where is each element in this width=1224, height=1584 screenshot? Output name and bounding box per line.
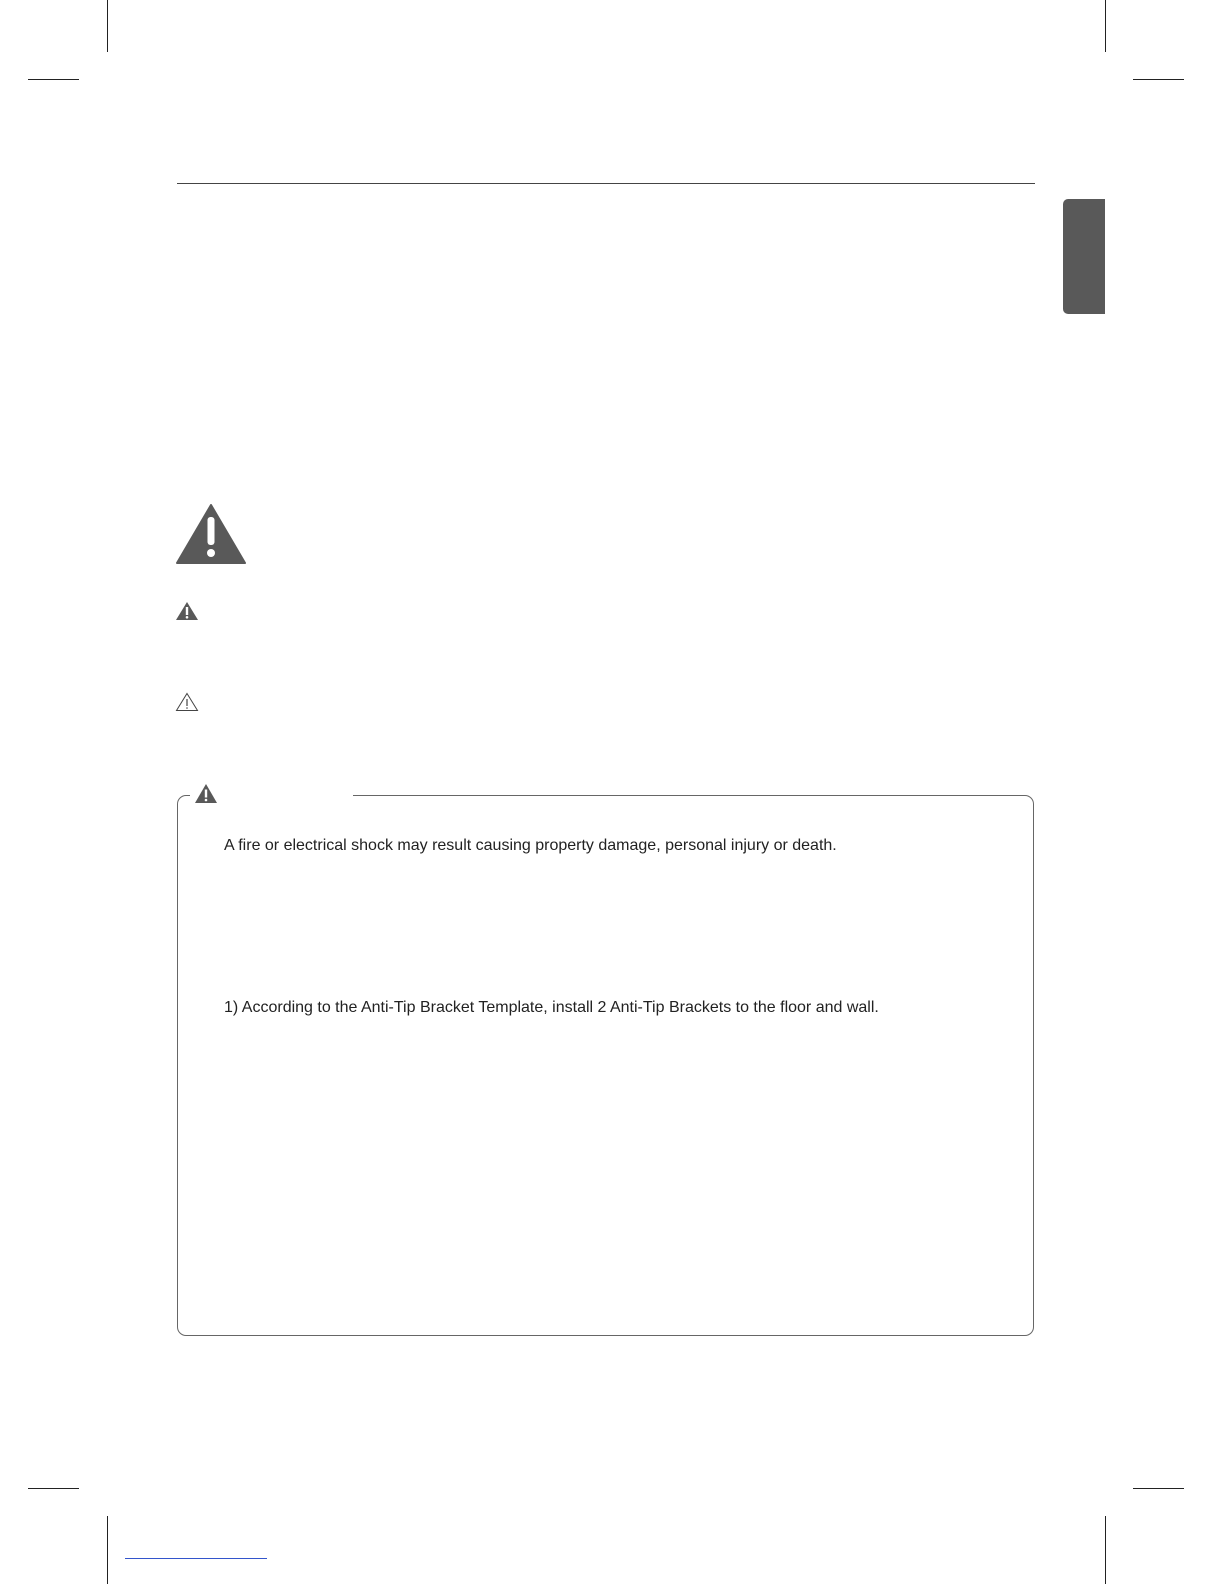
language-side-tab bbox=[1063, 199, 1105, 314]
warning-triangle-icon bbox=[175, 601, 199, 621]
header-rule bbox=[177, 183, 1035, 184]
install-step-1: 1) According to the Anti-Tip Bracket Template, install 2 Anti-Tip Brackets to the floor and wall. bbox=[224, 999, 879, 1016]
warning-box bbox=[177, 795, 1034, 1336]
warning-triangle-icon bbox=[194, 783, 218, 804]
warning-triangle-icon bbox=[175, 503, 247, 565]
caution-triangle-outline-icon bbox=[175, 692, 199, 712]
crop-mark-bottom-left-vertical bbox=[107, 1516, 108, 1584]
crop-mark-top-left-horizontal bbox=[28, 79, 79, 80]
crop-mark-top-left-vertical bbox=[107, 0, 108, 52]
warning-intro-text: A fire or electrical shock may result causing property damage, personal injury or death. bbox=[224, 837, 837, 854]
crop-mark-bottom-right-horizontal bbox=[1133, 1488, 1184, 1489]
crop-mark-top-right-horizontal bbox=[1133, 79, 1184, 80]
crop-mark-top-right-vertical bbox=[1105, 0, 1106, 52]
footer-link-underline bbox=[125, 1558, 267, 1559]
crop-mark-bottom-right-vertical bbox=[1105, 1516, 1106, 1584]
crop-mark-bottom-left-horizontal bbox=[28, 1488, 79, 1489]
